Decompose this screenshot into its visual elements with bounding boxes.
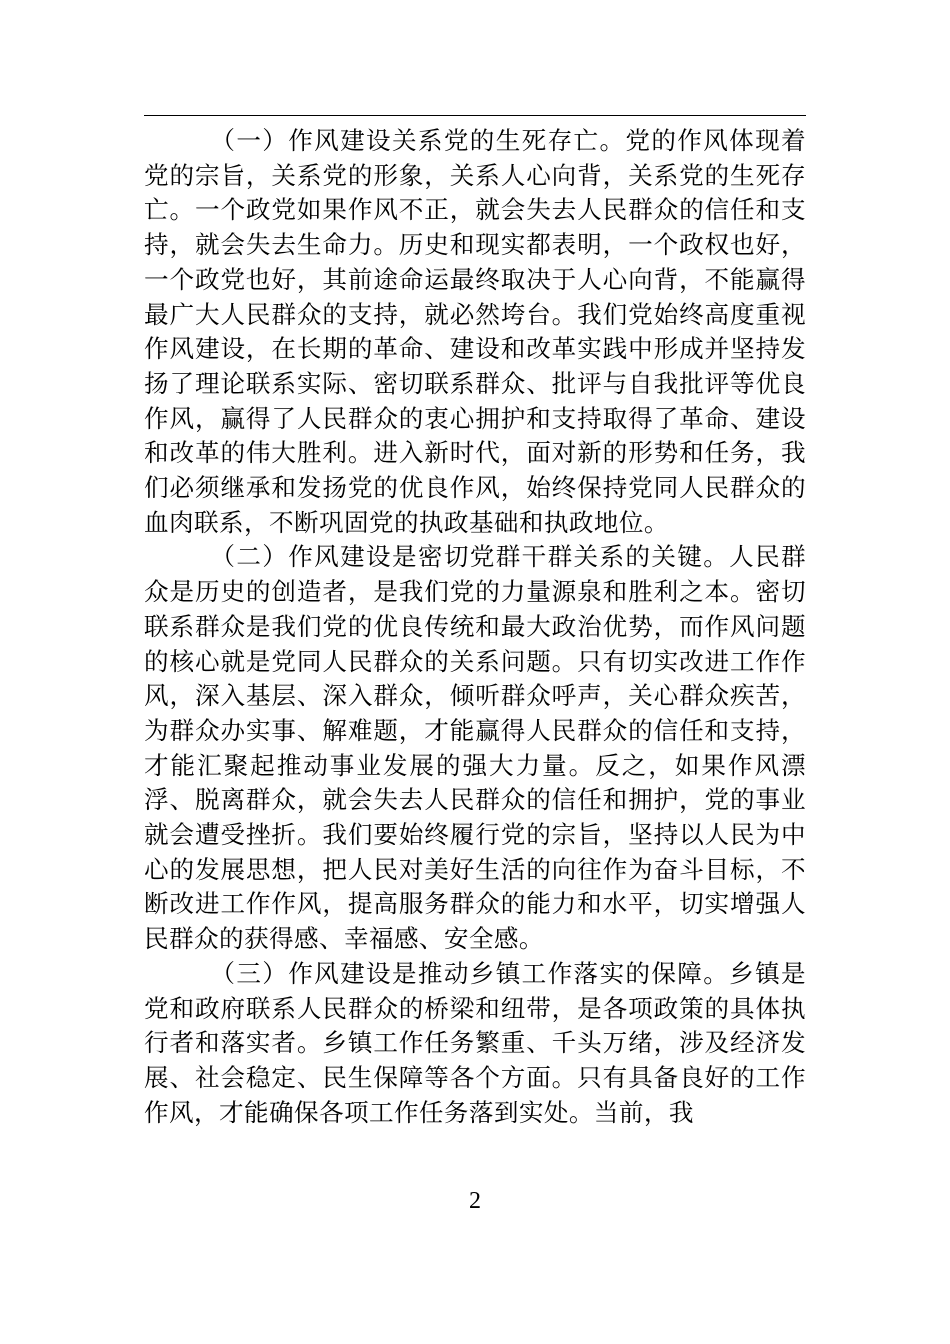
paragraph-1: （一）作风建设关系党的生死存亡。党的作风体现着党的宗旨，关系党的形象，关系人心向背，关系党的生死存亡。一个政党如果作风不正，就会失去人民群众的信任和支持，就会失去生命力。历史和现实都表明，一个政权也好，一个政党也好，其前途命运最终取决于人心向背，不能赢得最广大人民群众的支持，就必然垮台。我们党始终高度重视作风建设，在长期的革命、建设和改革实践中形成并坚持发扬了理论联系实际、密切联系群众、批评与自我批评等优良作风，赢得了人民群众的衷心拥护和支持取得了革命、建设和改革的伟大胜利。进入新时代，面对新的形势和任务，我们必须继承和发扬党的优良作风，始终保持党同人民群众的血肉联系，不断巩固党的执政基础和执政地位。 bbox=[144, 126, 806, 537]
body-text bbox=[144, 124, 806, 1130]
page-number: 2 bbox=[469, 1188, 481, 1214]
paragraph-3: （三）作风建设是推动乡镇工作落实的保障。乡镇是党和政府联系人民群众的桥梁和纽带，是各项政策的具体执行者和落实者。乡镇工作任务繁重、千头万绪，涉及经济发展、社会稳定、民生保障等各个方面。只有具备良好的工作作风，才能确保各项工作任务落到实处。当前，我 bbox=[144, 958, 806, 1127]
paragraph-2: （二）作风建设是密切党群干群关系的关键。人民群众是历史的创造者，是我们党的力量源泉和胜利之本。密切联系群众是我们党的优良传统和最大政治优势，而作风问题的核心就是党同人民群众的关系问题。只有切实改进工作作风，深入基层、深入群众，倾听群众呼声，关心群众疾苦，为群众办实事、解难题，才能赢得人民群众的信任和支持，才能汇聚起推动事业发展的强大力量。反之，如果作风漂浮、脱离群众，就会失去人民群众的信任和拥护，党的事业就会遭受挫折。我们要始终履行党的宗旨，坚持以人民为中心的发展思想，把人民对美好生活的向往作为奋斗目标，不断改进工作作风，提高服务群众的能力和水平，切实增强人民群众的获得感、幸福感、安全感。 bbox=[144, 542, 806, 954]
header-rule bbox=[144, 115, 806, 116]
